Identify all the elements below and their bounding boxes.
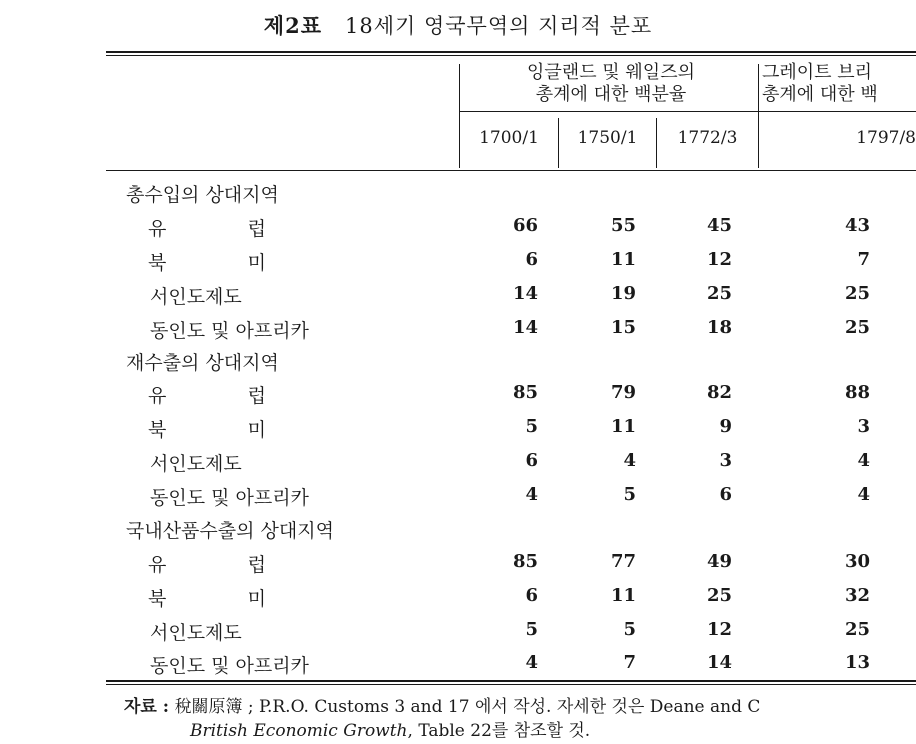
year-header: 1772/3 <box>677 128 738 148</box>
source-note-line1 <box>124 692 760 717</box>
group2-header-line1: 그레이트 브리 <box>762 62 873 83</box>
table-cell: 79 <box>610 382 636 403</box>
table-cell: 55 <box>610 215 636 236</box>
table-cell: 7 <box>623 652 636 673</box>
table-cell: 15 <box>610 317 636 338</box>
table-cell: 12 <box>706 249 732 270</box>
source-text-rest: , Table 22를 참조할 것. <box>407 721 591 741</box>
table-cell: 6 <box>525 249 538 270</box>
table-cell: 25 <box>844 317 870 338</box>
table-cell: 66 <box>512 215 538 236</box>
table-cell: 25 <box>706 283 732 304</box>
bottom-rule <box>106 680 916 682</box>
row-label-west-indies: 서인도제도 <box>150 286 242 308</box>
table-cell: 4 <box>857 484 870 505</box>
section-title: 총수입의 상대지역 <box>126 184 279 206</box>
group1-header-underline <box>459 111 758 112</box>
table-cell: 12 <box>706 619 732 640</box>
table-cell: 25 <box>706 585 732 606</box>
table-cell: 6 <box>719 484 732 505</box>
year-header: 1700/1 <box>479 128 539 148</box>
source-text: 稅關原簿 ; P.R.O. Customs 3 and 17 에서 작성. 자세한 것은 Deane and C <box>174 697 761 717</box>
section-title: 재수출의 상대지역 <box>126 352 279 374</box>
top-rule <box>106 51 916 53</box>
group2-header-underline <box>758 111 916 112</box>
table-cell: 4 <box>623 450 636 471</box>
group1-header-line2: 총계에 대한 백분율 <box>535 84 687 105</box>
row-label-west-indies: 서인도제도 <box>150 453 242 475</box>
group2-header-line2: 총계에 대한 백 <box>762 84 878 105</box>
top-rule-thin <box>106 55 916 56</box>
row-label-europe: 유 럽 <box>148 385 266 407</box>
column-divider <box>459 64 460 168</box>
table-cell: 5 <box>525 619 538 640</box>
table-cell: 25 <box>844 283 870 304</box>
group1-header-line1: 잉글랜드 및 웨일즈의 <box>527 62 695 83</box>
row-label-east-indies-africa: 동인도 및 아프리카 <box>150 655 309 677</box>
header-rule <box>106 170 916 171</box>
table-cell: 85 <box>512 551 538 572</box>
table-cell: 30 <box>844 551 870 572</box>
row-label-north-america: 북 미 <box>148 252 266 274</box>
source-note-line2 <box>190 716 590 741</box>
table-cell: 4 <box>525 484 538 505</box>
row-label-europe: 유 럽 <box>148 218 266 240</box>
table-cell: 85 <box>512 382 538 403</box>
table-cell: 11 <box>610 585 636 606</box>
table-cell: 11 <box>610 249 636 270</box>
table-cell: 6 <box>525 585 538 606</box>
table-cell: 25 <box>844 619 870 640</box>
table-cell: 5 <box>623 484 636 505</box>
table-cell: 77 <box>610 551 636 572</box>
book-title: British Economic Growth <box>190 721 408 741</box>
table-cell: 88 <box>844 382 870 403</box>
table-cell: 13 <box>844 652 870 673</box>
table-cell: 3 <box>857 416 870 437</box>
row-label-east-indies-africa: 동인도 및 아프리카 <box>150 320 309 342</box>
table-cell: 49 <box>706 551 732 572</box>
section-title: 국내산품수출의 상대지역 <box>126 520 334 542</box>
row-label-west-indies: 서인도제도 <box>150 622 242 644</box>
table-cell: 5 <box>525 416 538 437</box>
table-cell: 14 <box>512 283 538 304</box>
table-cell: 3 <box>719 450 732 471</box>
table-cell: 4 <box>857 450 870 471</box>
column-divider <box>758 64 759 168</box>
table-cell: 4 <box>525 652 538 673</box>
table-cell: 5 <box>623 619 636 640</box>
table-title <box>0 10 916 40</box>
table-cell: 43 <box>844 215 870 236</box>
row-label-europe: 유 럽 <box>148 554 266 576</box>
row-label-north-america: 북 미 <box>148 419 266 441</box>
table-cell: 18 <box>706 317 732 338</box>
table-cell: 9 <box>719 416 732 437</box>
table-cell: 6 <box>525 450 538 471</box>
year-header: 1750/1 <box>577 128 638 148</box>
table-cell: 19 <box>610 283 636 304</box>
year-header: 1797/8 <box>856 128 916 148</box>
table-cell: 14 <box>512 317 538 338</box>
table-cell: 14 <box>706 652 732 673</box>
row-label-north-america: 북 미 <box>148 588 266 610</box>
row-label-east-indies-africa: 동인도 및 아프리카 <box>150 487 309 509</box>
table-cell: 82 <box>706 382 732 403</box>
table-cell: 11 <box>610 416 636 437</box>
table-title-text: 18세기 영국무역의 지리적 분포 <box>345 14 653 38</box>
table-cell: 45 <box>706 215 732 236</box>
bottom-rule-thin <box>106 684 916 685</box>
table-cell: 32 <box>844 585 870 606</box>
table-cell: 7 <box>857 249 870 270</box>
source-label: 자료 : <box>124 697 170 717</box>
table-number: 제2표 <box>263 13 322 38</box>
